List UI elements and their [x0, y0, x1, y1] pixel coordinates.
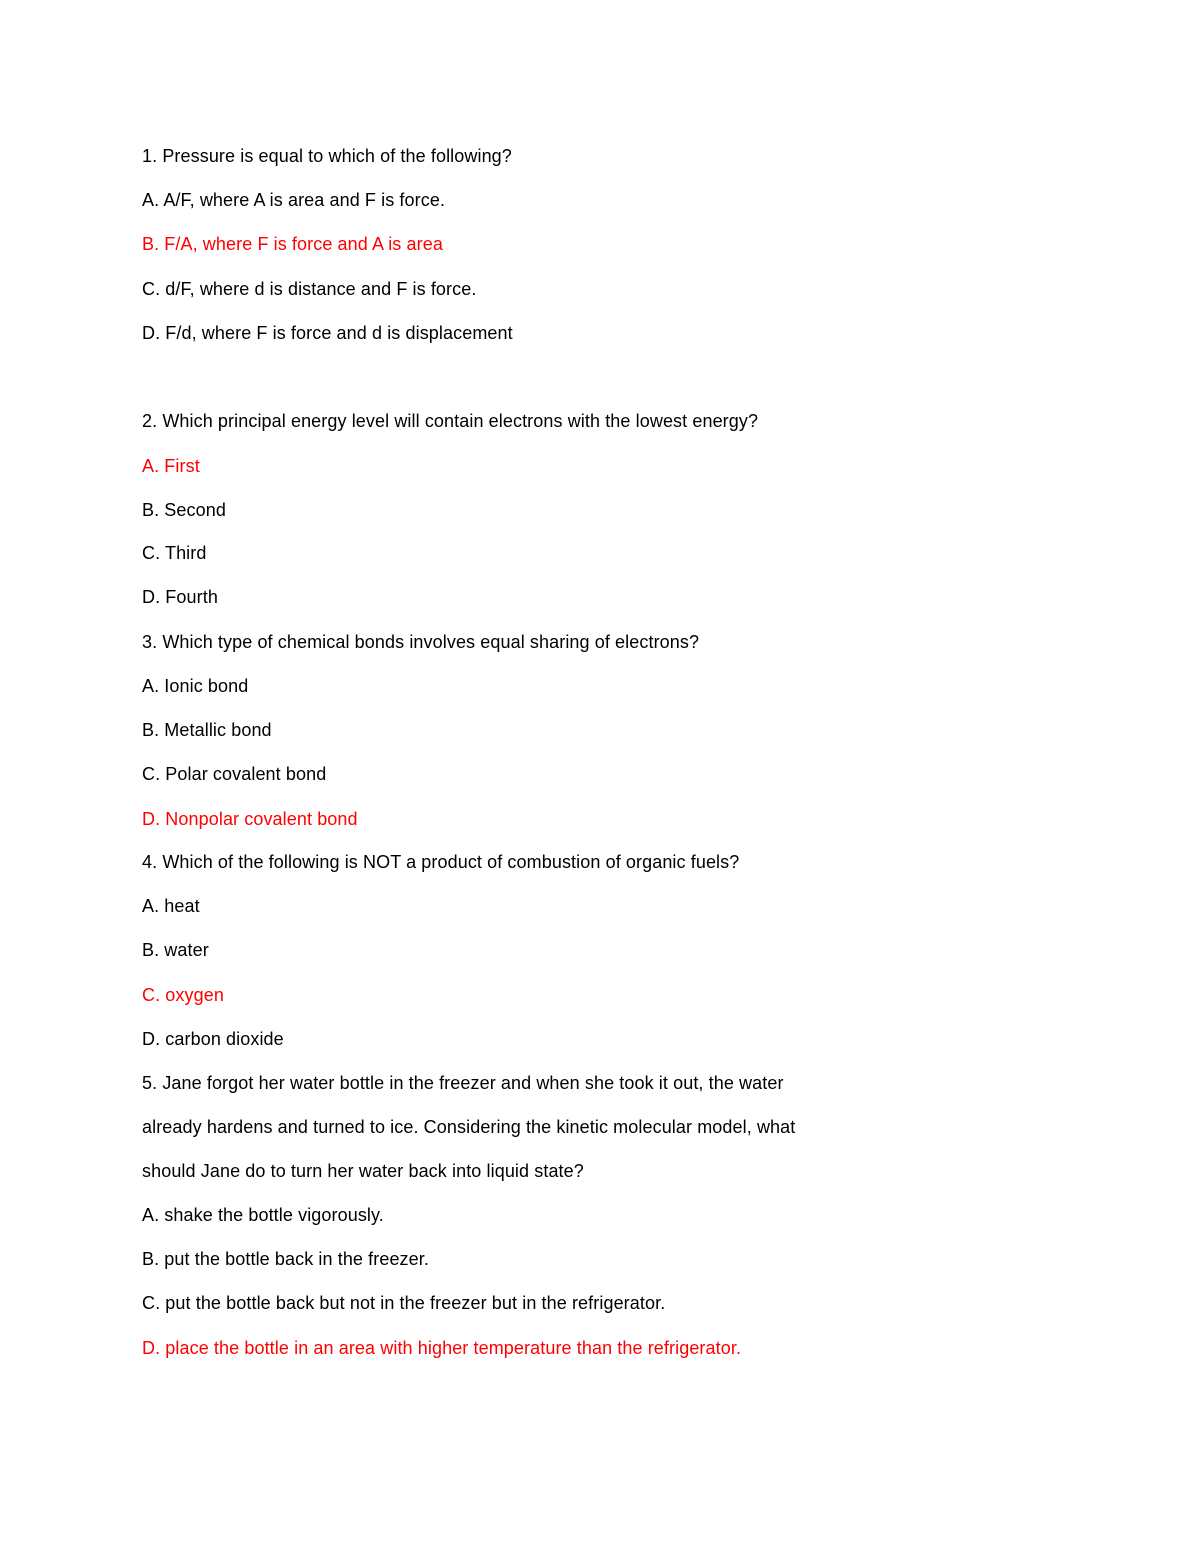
- question-3-option-a: A. Ionic bond: [142, 676, 249, 696]
- question-2-option-d: D. Fourth: [142, 587, 218, 607]
- question-2-option-c: C. Third: [142, 543, 207, 563]
- question-2-text: 2. Which principal energy level will contain electrons with the lowest energy?: [142, 411, 759, 431]
- question-1-text: 1. Pressure is equal to which of the following?: [142, 146, 512, 166]
- question-3-option-b: B. Metallic bond: [142, 720, 272, 740]
- question-3-option-d-answer: D. Nonpolar covalent bond: [142, 809, 358, 829]
- question-5-text-line-1: 5. Jane forgot her water bottle in the freezer and when she took it out, the water: [142, 1073, 784, 1093]
- question-5-text-line-2: already hardens and turned to ice. Considering the kinetic molecular model, what: [142, 1117, 796, 1137]
- question-4-option-a: A. heat: [142, 896, 200, 916]
- question-2-option-a-answer: A. First: [142, 456, 200, 476]
- question-1-option-c: C. d/F, where d is distance and F is force.: [142, 279, 477, 299]
- question-3-text: 3. Which type of chemical bonds involves equal sharing of electrons?: [142, 632, 700, 652]
- question-1-option-b-answer: B. F/A, where F is force and A is area: [142, 234, 443, 254]
- question-4-text: 4. Which of the following is NOT a product of combustion of organic fuels?: [142, 852, 740, 872]
- question-1-option-d: D. F/d, where F is force and d is displacement: [142, 323, 513, 343]
- question-4-option-d: D. carbon dioxide: [142, 1029, 284, 1049]
- question-2-option-b: B. Second: [142, 500, 226, 520]
- question-5-option-d-answer: D. place the bottle in an area with higher temperature than the refrigerator.: [142, 1338, 742, 1358]
- question-5-option-b: B. put the bottle back in the freezer.: [142, 1249, 429, 1269]
- question-5-text-line-3: should Jane do to turn her water back into liquid state?: [142, 1161, 584, 1181]
- question-5-option-c: C. put the bottle back but not in the freezer but in the refrigerator.: [142, 1293, 666, 1313]
- question-4-option-b: B. water: [142, 940, 209, 960]
- question-1-option-a: A. A/F, where A is area and F is force.: [142, 190, 446, 210]
- question-4-option-c-answer: C. oxygen: [142, 985, 224, 1005]
- question-5-option-a: A. shake the bottle vigorously.: [142, 1205, 384, 1225]
- question-3-option-c: C. Polar covalent bond: [142, 764, 327, 784]
